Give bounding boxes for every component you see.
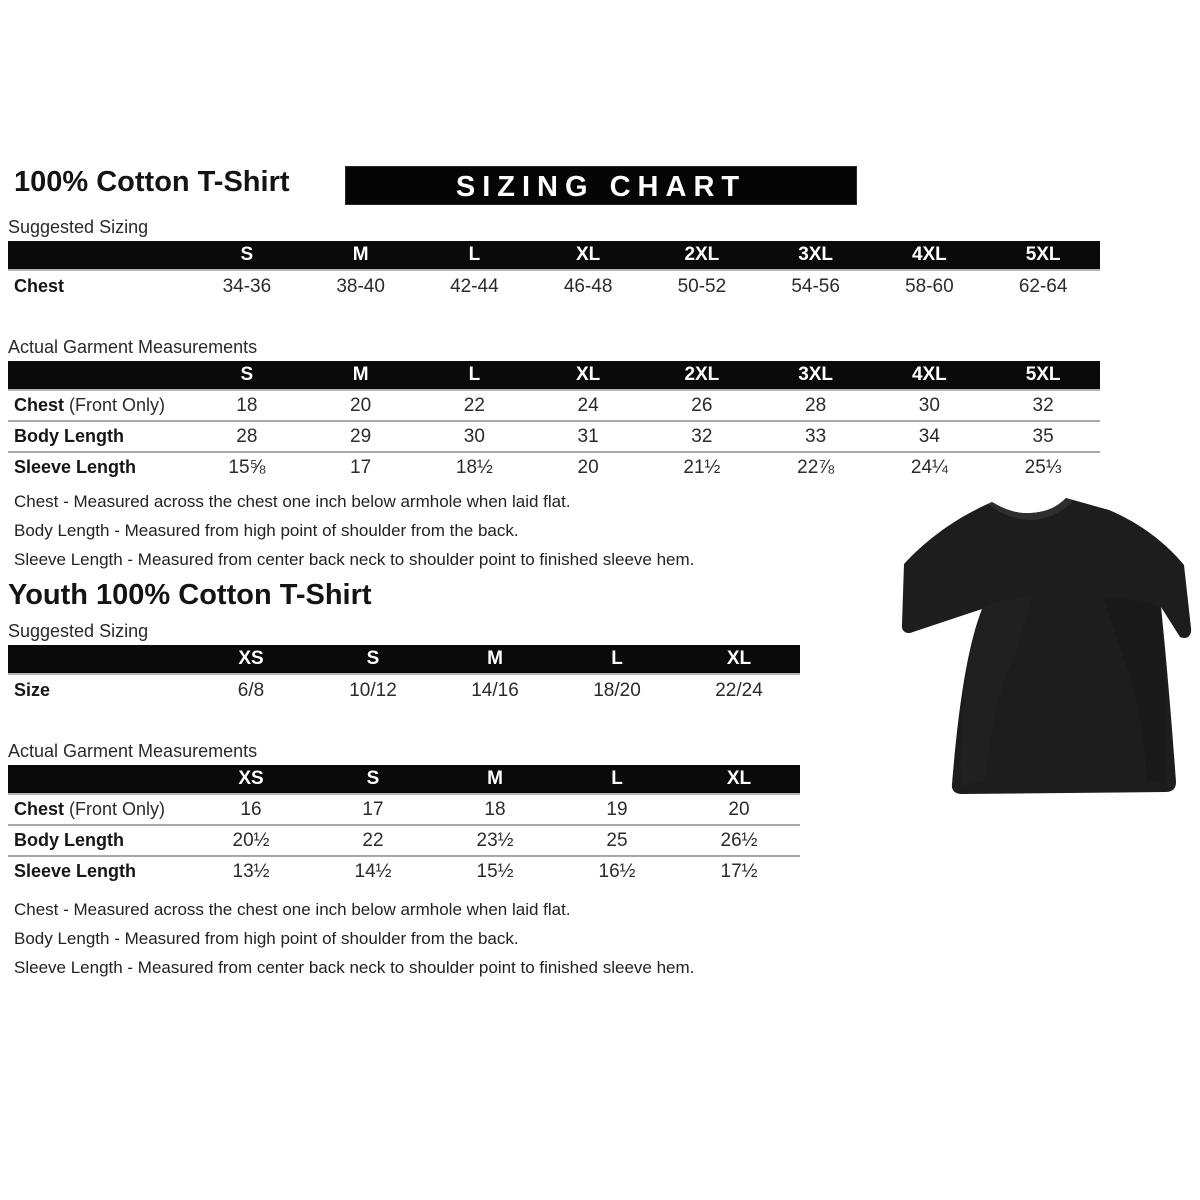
- table-row: [8, 674, 800, 706]
- size-column-header: M: [434, 765, 556, 794]
- note-sleeve-length: Sleeve Length - Measured from center back neck to shoulder point to finished sleeve hem.: [14, 550, 695, 569]
- size-column-header: M: [304, 241, 418, 270]
- table-row: [8, 794, 800, 825]
- size-value-cell: 22⅞: [797, 456, 835, 478]
- header-row: [8, 166, 1192, 208]
- sizing-chart-banner: SIZING CHART: [345, 166, 857, 205]
- row-label: Chest (Front Only): [14, 395, 166, 415]
- size-value-cell: 18: [236, 394, 258, 416]
- row-label: Chest (Front Only): [14, 799, 166, 819]
- table-row: [8, 825, 800, 856]
- size-value-cell: 15⅝: [228, 456, 266, 478]
- table-row: [8, 452, 1100, 482]
- table-row: [8, 421, 1100, 452]
- size-value-cell: 19: [606, 798, 628, 820]
- size-column-header: L: [418, 361, 532, 390]
- size-column-header: S: [312, 645, 434, 674]
- size-value-cell: 20: [350, 394, 372, 416]
- size-column-header: 2XL: [645, 361, 759, 390]
- size-value-cell: 46-48: [563, 275, 613, 297]
- note-chest: Chest - Measured across the chest one inch below armhole when laid flat.: [14, 900, 571, 919]
- size-value-cell: 34-36: [222, 275, 272, 297]
- size-value-cell: 21½: [683, 456, 721, 478]
- size-column-header: 4XL: [873, 361, 987, 390]
- row-label-header: [8, 241, 190, 270]
- size-value-cell: 28: [236, 425, 258, 447]
- size-value-cell: 17: [362, 798, 384, 820]
- size-value-cell: 18/20: [593, 679, 641, 701]
- size-column-header: XS: [190, 645, 312, 674]
- size-column-header: 4XL: [873, 241, 987, 270]
- size-column-header: 5XL: [986, 241, 1100, 270]
- row-label: Body Length: [14, 426, 124, 446]
- size-column-header: 3XL: [759, 241, 873, 270]
- row-label: Chest: [14, 276, 65, 296]
- black-tshirt-image: [893, 490, 1199, 806]
- size-column-header: L: [418, 241, 532, 270]
- adult-suggested-sizing-label: Suggested Sizing: [8, 217, 149, 237]
- size-value-cell: 17: [350, 456, 372, 478]
- youth-measurements-label: Actual Garment Measurements: [8, 741, 258, 761]
- table-row: [8, 390, 1100, 421]
- size-value-cell: 25⅓: [1024, 456, 1062, 478]
- row-label-header: [8, 645, 190, 674]
- size-value-cell: 24¼: [910, 456, 948, 478]
- size-value-cell: 24: [577, 394, 599, 416]
- size-value-cell: 33: [805, 425, 827, 447]
- size-value-cell: 62-64: [1018, 275, 1068, 297]
- adult-suggested-sizing-table: [8, 241, 1100, 302]
- size-value-cell: 17½: [720, 860, 758, 882]
- size-value-cell: 20½: [232, 829, 270, 851]
- size-value-cell: 50-52: [677, 275, 727, 297]
- size-column-header: 5XL: [986, 361, 1100, 390]
- size-value-cell: 22/24: [715, 679, 763, 701]
- size-value-cell: 54-56: [791, 275, 840, 297]
- size-value-cell: 25: [606, 829, 628, 851]
- youth-suggested-sizing-label: Suggested Sizing: [8, 621, 149, 641]
- size-value-cell: 31: [577, 425, 599, 447]
- row-label-header: [8, 361, 190, 390]
- size-value-cell: 20: [577, 456, 599, 478]
- adult-measurements-table: [8, 361, 1100, 482]
- size-value-cell: 20: [728, 798, 750, 820]
- size-value-cell: 16: [240, 798, 262, 820]
- size-value-cell: 18: [484, 798, 506, 820]
- size-column-header: XL: [678, 765, 800, 794]
- size-value-cell: 32: [691, 425, 713, 447]
- size-value-cell: 15½: [476, 860, 514, 882]
- row-label-header: [8, 765, 190, 794]
- size-column-header: L: [556, 645, 678, 674]
- size-value-cell: 30: [918, 394, 940, 416]
- youth-measurement-notes: [14, 900, 1192, 977]
- note-sleeve-length: Sleeve Length - Measured from center back neck to shoulder point to finished sleeve hem.: [14, 958, 695, 977]
- size-value-cell: 29: [350, 425, 372, 447]
- size-value-cell: 10/12: [349, 679, 397, 701]
- size-value-cell: 22: [463, 394, 485, 416]
- size-value-cell: 6/8: [237, 679, 265, 701]
- adult-measurements-label: Actual Garment Measurements: [8, 337, 258, 357]
- size-value-cell: 14½: [354, 860, 392, 882]
- youth-measurements-table: [8, 765, 800, 886]
- size-value-cell: 26½: [720, 829, 758, 851]
- size-value-cell: 26: [691, 394, 713, 416]
- size-value-cell: 32: [1032, 394, 1054, 416]
- youth-section-title: Youth 100% Cotton T-Shirt: [8, 579, 372, 611]
- size-column-header: S: [190, 241, 304, 270]
- size-value-cell: 28: [805, 394, 827, 416]
- row-label: Body Length: [14, 830, 124, 850]
- size-value-cell: 22: [362, 829, 384, 851]
- size-value-cell: 14/16: [471, 679, 519, 701]
- size-value-cell: 38-40: [336, 275, 385, 297]
- youth-suggested-sizing-table: [8, 645, 800, 706]
- size-value-cell: 16½: [598, 860, 636, 882]
- row-label: Sleeve Length: [14, 457, 137, 477]
- size-column-header: S: [190, 361, 304, 390]
- note-chest: Chest - Measured across the chest one inch below armhole when laid flat.: [14, 492, 571, 511]
- row-label: Size: [14, 680, 51, 700]
- size-value-cell: 35: [1032, 425, 1054, 447]
- size-column-header: XL: [531, 361, 645, 390]
- tshirt-graphic: [893, 490, 1199, 806]
- table-row: [8, 856, 800, 886]
- size-column-header: M: [434, 645, 556, 674]
- size-value-cell: 23½: [476, 829, 514, 851]
- size-column-header: M: [304, 361, 418, 390]
- row-label: Sleeve Length: [14, 861, 137, 881]
- size-value-cell: 30: [463, 425, 485, 447]
- table-row: [8, 270, 1100, 302]
- note-body-length: Body Length - Measured from high point of shoulder from the back.: [14, 929, 519, 948]
- size-value-cell: 18½: [455, 456, 493, 478]
- size-value-cell: 34: [918, 425, 940, 447]
- size-column-header: 2XL: [645, 241, 759, 270]
- size-column-header: XL: [678, 645, 800, 674]
- size-value-cell: 58-60: [905, 275, 954, 297]
- note-body-length: Body Length - Measured from high point of shoulder from the back.: [14, 521, 519, 540]
- size-column-header: XL: [531, 241, 645, 270]
- page-title: 100% Cotton T-Shirt: [14, 166, 290, 198]
- size-value-cell: 13½: [232, 860, 270, 882]
- size-column-header: 3XL: [759, 361, 873, 390]
- size-column-header: XS: [190, 765, 312, 794]
- size-column-header: S: [312, 765, 434, 794]
- size-value-cell: 42-44: [450, 275, 499, 297]
- size-column-header: L: [556, 765, 678, 794]
